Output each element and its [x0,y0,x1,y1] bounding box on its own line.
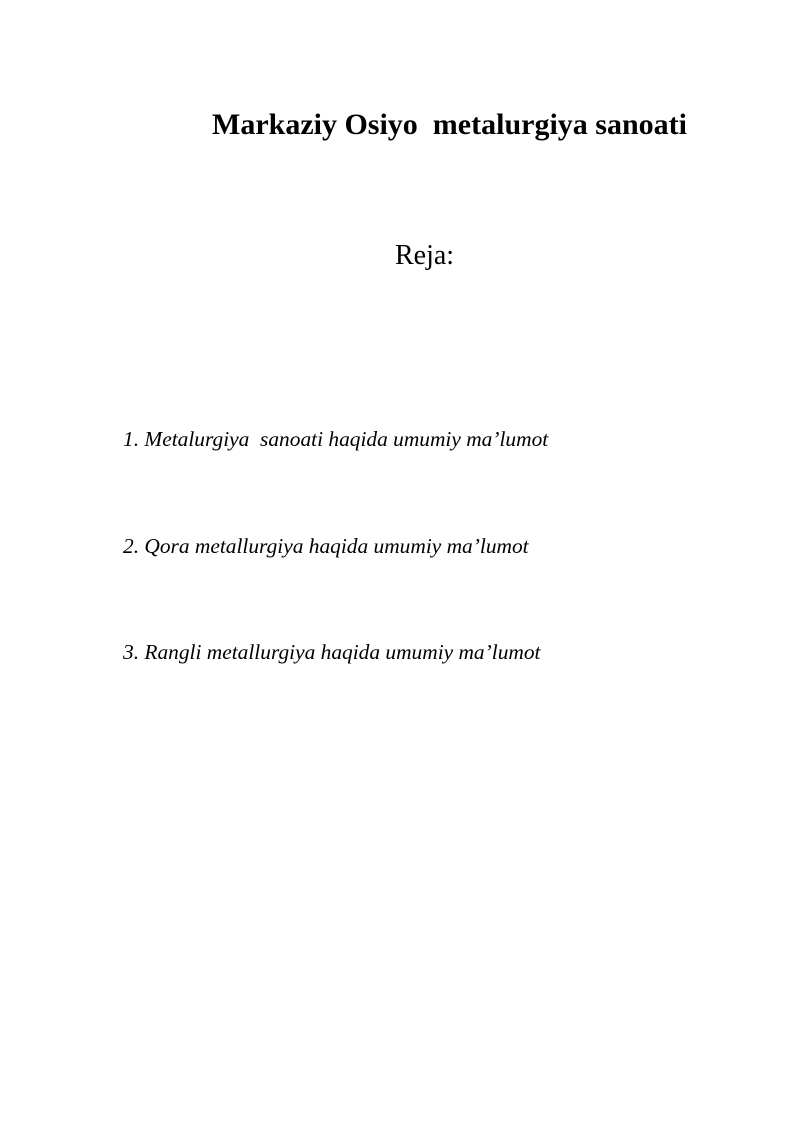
plan-list-item: 1. Metalurgiya sanoati haqida umumiy ma’lumot [123,427,549,451]
document-title: Markaziy Osiyo metalurgiya sanoati [212,108,687,141]
plan-heading: Reja: [395,240,455,271]
plan-list-item: 3. Rangli metallurgiya haqida umumiy ma’lumot [123,640,541,664]
plan-list [123,351,548,742]
plan-list-item: 2. Qora metallurgiya haqida umumiy ma’lumot [123,533,529,558]
